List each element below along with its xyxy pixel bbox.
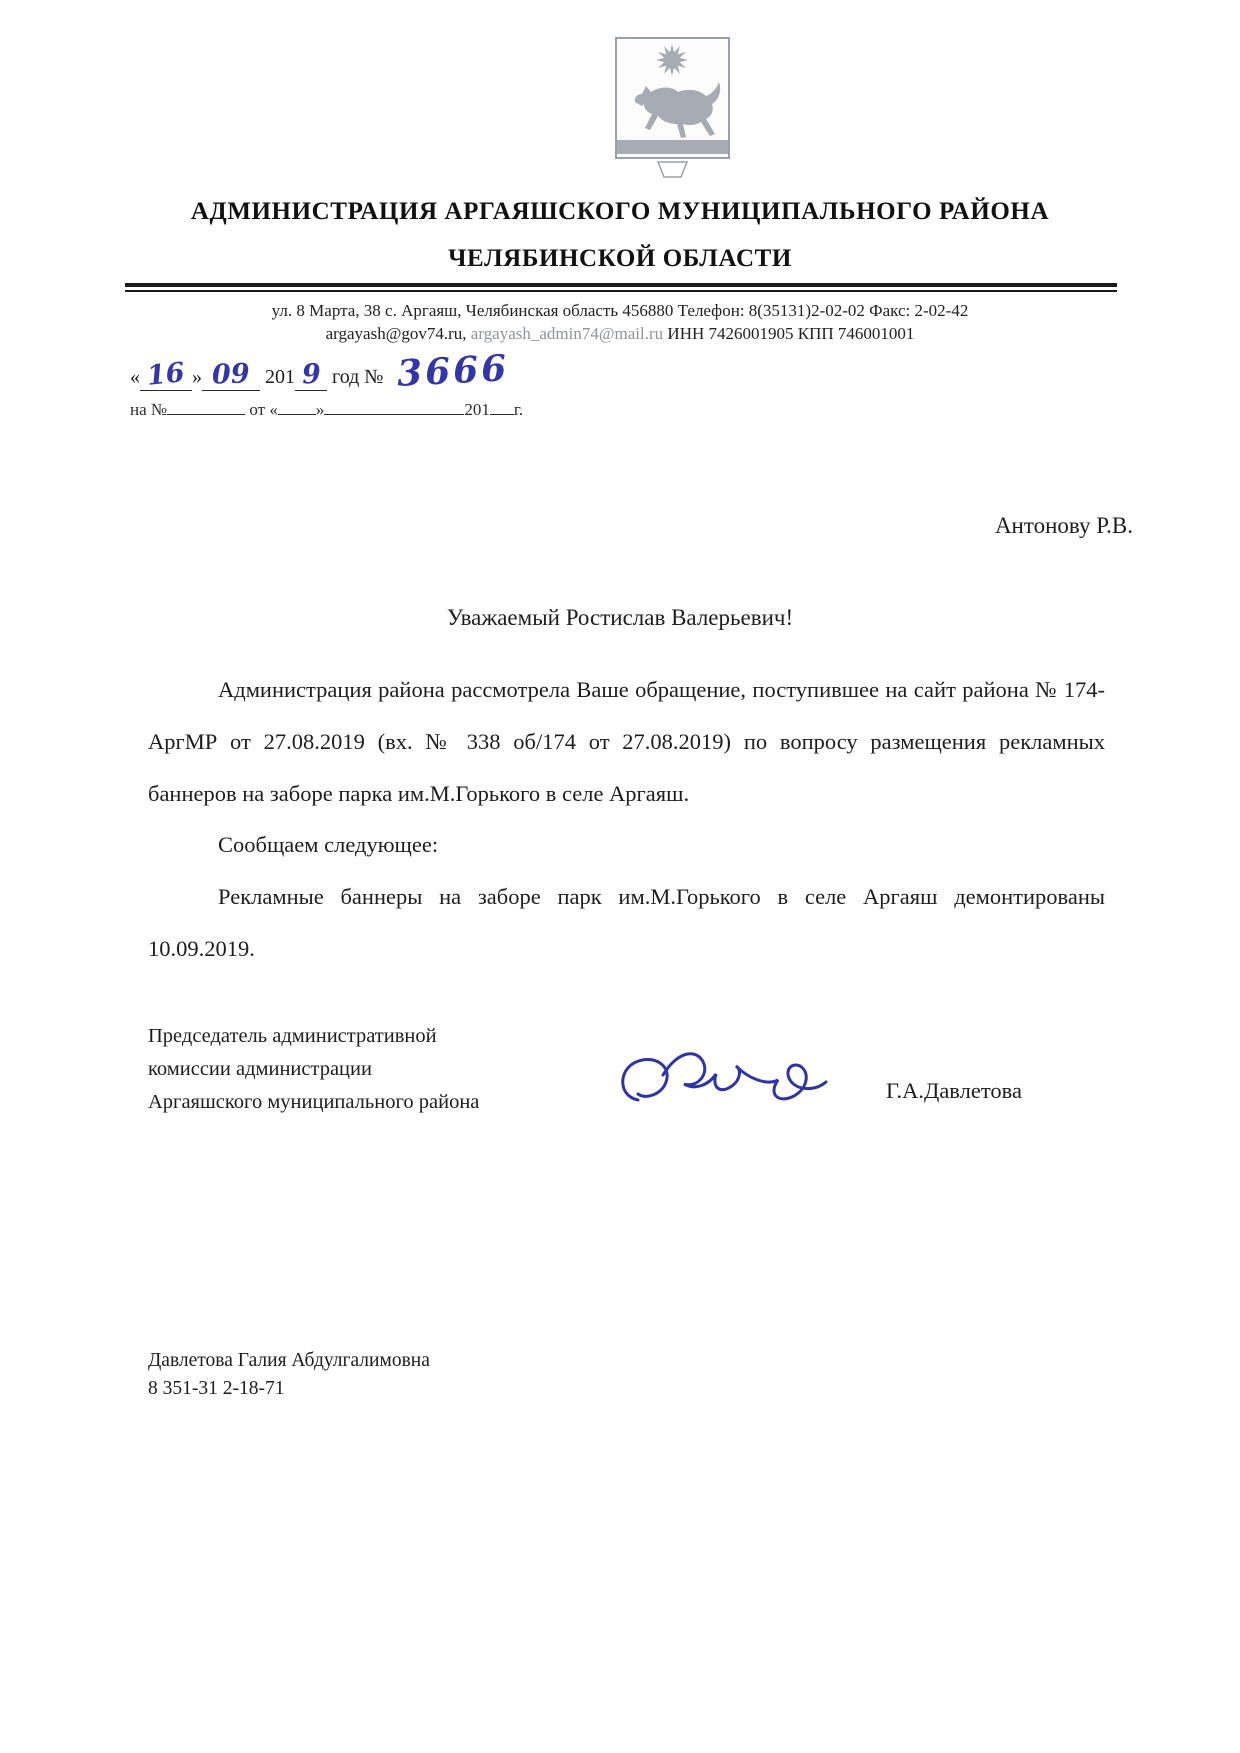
handwritten-year-digit: 9 xyxy=(300,358,322,391)
reply-month-blank xyxy=(324,398,464,415)
year-suffix: год № xyxy=(332,366,384,388)
reply-from: от « xyxy=(249,400,278,419)
quote-close: » xyxy=(192,366,202,388)
reply-day-blank xyxy=(278,398,316,415)
salutation: Уважаемый Ростислав Валерьевич! xyxy=(446,605,794,630)
paragraph: Сообщаем следующее: xyxy=(218,832,439,858)
signer-position-line: комиссии администрации xyxy=(148,1057,372,1080)
shield-base-band xyxy=(617,140,728,154)
email-secondary: argayash_admin74@mail.ru xyxy=(470,324,664,344)
org-title xyxy=(0,188,1240,282)
addressee: Антонову Р.В. xyxy=(994,513,1133,538)
executor-footer xyxy=(148,1347,430,1404)
inn-kpp: ИНН 7426001905 КПП 746001001 xyxy=(667,324,915,344)
executor-name: Давлетова Галия Абдулгалимовна xyxy=(148,1350,430,1371)
reply-number-blank xyxy=(167,398,245,415)
year-prefix: 201 xyxy=(265,366,295,388)
signature-block xyxy=(148,1020,1110,1135)
email-line xyxy=(0,322,1240,345)
org-title-line1: АДМИНИСТРАЦИЯ АРГАЯШСКОГО МУНИЦИПАЛЬНОГО РАЙОНА xyxy=(190,198,1050,225)
paragraph: Рекламные баннеры на заборе парк им.М.Горького в селе Аргаяш демонтированы 10.09.2019. xyxy=(148,884,1105,961)
reply-prefix: на № xyxy=(130,400,168,419)
handwritten-signature xyxy=(608,1030,858,1135)
handwritten-day: 16 xyxy=(145,357,187,392)
reply-quote-close: » xyxy=(315,400,325,419)
handwritten-outgoing-number: 3666 xyxy=(396,347,511,395)
signer-position-line: Председатель административной xyxy=(148,1025,437,1047)
executor-phone: 8 351-31 2-18-71 xyxy=(148,1378,285,1400)
coat-of-arms xyxy=(612,34,734,186)
org-title-line2: ЧЕЛЯБИНСКОЙ ОБЛАСТИ xyxy=(448,245,792,272)
address-line: ул. 8 Марта, 38 с. Аргаяш, Челябинская область 456880 Телефон: 8(35131)2-02-02 Факс: 2-02-42 xyxy=(271,301,969,320)
coat-of-arms-graphic xyxy=(612,34,734,186)
signer-name: Г.А.Давлетова xyxy=(886,1078,1022,1103)
signer-position-line: Аргаяшского муниципального района xyxy=(148,1090,480,1113)
signature-icon xyxy=(608,1030,858,1130)
reply-year: 201 xyxy=(464,400,490,419)
handwritten-month: 09 xyxy=(211,358,251,391)
reference-block xyxy=(130,347,650,420)
paragraph: Администрация района рассмотрела Ваше обращение, поступившее на сайт района № 174-АргМР от 27.08.2019 (вх. № 338 об/174 от 27.08.2019) по вопросу размещения рекламных баннеров на заборе парка им.М.Горького в селе Аргаяш. xyxy=(148,677,1105,806)
email-primary: argayash@gov74.ru, xyxy=(325,324,467,344)
reply-year-blank xyxy=(490,398,514,415)
day-blank xyxy=(140,359,192,391)
letter-body xyxy=(148,664,1105,975)
quote-open: « xyxy=(130,366,140,388)
reply-suffix: г. xyxy=(513,400,524,419)
year-blank xyxy=(295,359,327,391)
reply-reference-line xyxy=(130,398,650,420)
signer-position xyxy=(148,1020,588,1118)
contact-block xyxy=(0,299,1240,346)
month-blank xyxy=(202,359,260,391)
header-divider xyxy=(125,283,1117,292)
shield-scroll xyxy=(658,162,687,177)
date-number-line xyxy=(130,347,650,395)
